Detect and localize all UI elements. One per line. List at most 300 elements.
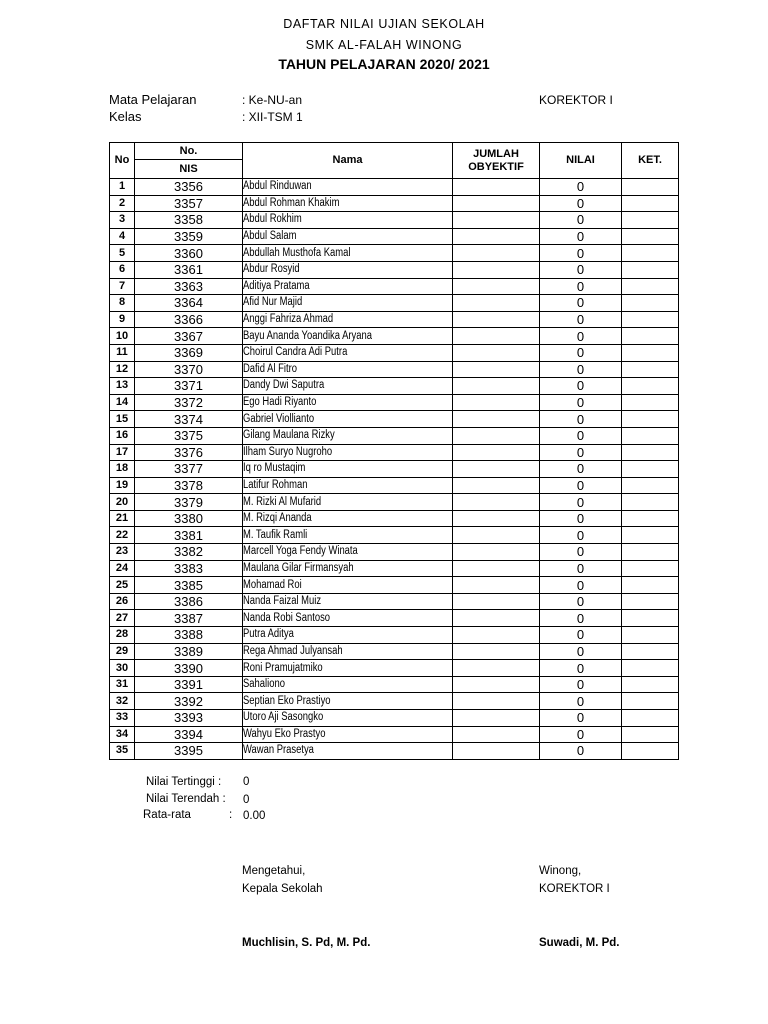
row-ket xyxy=(622,560,679,577)
table-row xyxy=(110,295,679,312)
row-nis: 3378 xyxy=(135,477,243,494)
row-no: 29 xyxy=(110,643,135,660)
row-nama-text: Maulana Gilar Firmansyah xyxy=(243,561,354,574)
row-no: 14 xyxy=(110,394,135,411)
row-nama-text: Gabriel Viollianto xyxy=(243,412,315,425)
row-no: 15 xyxy=(110,411,135,428)
row-ket xyxy=(622,444,679,461)
table-row xyxy=(110,427,679,444)
rata-rata-value: 0.00 xyxy=(243,810,266,822)
kepala-sekolah-name: Muchlisin, S. Pd, M. Pd. xyxy=(242,937,371,949)
row-nis: 3382 xyxy=(135,544,243,561)
row-ket xyxy=(622,643,679,660)
row-ket xyxy=(622,544,679,561)
row-jumlah xyxy=(453,295,540,312)
row-nama-text: Abdul Rinduwan xyxy=(243,180,312,193)
school-name: SMK AL-FALAH WINONG xyxy=(305,38,463,52)
row-nilai: 0 xyxy=(540,726,622,743)
row-no: 27 xyxy=(110,610,135,627)
kelas-value: : XII-TSM 1 xyxy=(242,110,303,124)
row-nama-text: Ego Hadi Riyanto xyxy=(243,396,317,409)
row-no: 2 xyxy=(110,195,135,212)
row-nis: 3358 xyxy=(135,212,243,229)
row-nama xyxy=(243,477,453,494)
row-nama xyxy=(243,361,453,378)
row-nilai: 0 xyxy=(540,743,622,760)
row-nama-text: Dandy Dwi Saputra xyxy=(243,379,325,392)
row-nama xyxy=(243,461,453,478)
row-nis: 3356 xyxy=(135,179,243,196)
kelas-label: Kelas xyxy=(109,109,142,124)
row-no: 24 xyxy=(110,560,135,577)
table-row xyxy=(110,610,679,627)
table-row xyxy=(110,361,679,378)
row-nama xyxy=(243,710,453,727)
row-jumlah xyxy=(453,179,540,196)
row-nilai: 0 xyxy=(540,195,622,212)
table-row xyxy=(110,278,679,295)
table-row xyxy=(110,710,679,727)
row-no: 23 xyxy=(110,544,135,561)
row-nama-text: Abdul Salam xyxy=(243,230,297,243)
row-nis: 3390 xyxy=(135,660,243,677)
row-nilai: 0 xyxy=(540,461,622,478)
row-nama-text: Wahyu Eko Prastyo xyxy=(243,727,326,740)
rata-rata-label: Rata-rata xyxy=(143,809,191,821)
row-ket xyxy=(622,179,679,196)
row-nama xyxy=(243,195,453,212)
row-jumlah xyxy=(453,394,540,411)
nilai-terendah-label: Nilai Terendah : xyxy=(146,793,226,805)
row-nis: 3393 xyxy=(135,710,243,727)
row-ket xyxy=(622,477,679,494)
row-nama xyxy=(243,179,453,196)
row-no: 13 xyxy=(110,378,135,395)
header-ket: KET. xyxy=(622,143,679,179)
table-row xyxy=(110,245,679,262)
row-no: 6 xyxy=(110,261,135,278)
table-row xyxy=(110,560,679,577)
table-row xyxy=(110,261,679,278)
row-nis: 3360 xyxy=(135,245,243,262)
row-nilai: 0 xyxy=(540,179,622,196)
row-ket xyxy=(622,311,679,328)
table-row xyxy=(110,378,679,395)
row-jumlah xyxy=(453,676,540,693)
document-title: DAFTAR NILAI UJIAN SEKOLAH xyxy=(283,17,485,31)
row-nama xyxy=(243,660,453,677)
row-nilai: 0 xyxy=(540,593,622,610)
row-no: 9 xyxy=(110,311,135,328)
row-jumlah xyxy=(453,693,540,710)
row-nama xyxy=(243,378,453,395)
table-row xyxy=(110,344,679,361)
row-no: 20 xyxy=(110,494,135,511)
korektor-name: Suwadi, M. Pd. xyxy=(539,937,620,949)
row-nilai: 0 xyxy=(540,693,622,710)
row-no: 1 xyxy=(110,179,135,196)
table-row xyxy=(110,394,679,411)
row-no: 4 xyxy=(110,228,135,245)
row-jumlah xyxy=(453,643,540,660)
row-ket xyxy=(622,378,679,395)
row-nama-text: Abdul Rohman Khakim xyxy=(243,196,340,209)
row-nis: 3377 xyxy=(135,461,243,478)
row-nama-text: Wawan Prasetya xyxy=(243,744,314,757)
row-jumlah xyxy=(453,311,540,328)
row-ket xyxy=(622,278,679,295)
row-no: 12 xyxy=(110,361,135,378)
row-nama-text: M. Rizki Al Mufarid xyxy=(243,495,322,508)
row-nama-text: Latifur Rohman xyxy=(243,478,308,491)
row-nama-text: Marcell Yoga Fendy Winata xyxy=(243,545,358,558)
row-ket xyxy=(622,610,679,627)
row-jumlah xyxy=(453,510,540,527)
row-no: 35 xyxy=(110,743,135,760)
row-no: 7 xyxy=(110,278,135,295)
row-no: 32 xyxy=(110,693,135,710)
table-row xyxy=(110,726,679,743)
row-nama-text: Utoro Aji Sasongko xyxy=(243,711,324,724)
row-nilai: 0 xyxy=(540,560,622,577)
row-jumlah xyxy=(453,427,540,444)
row-ket xyxy=(622,361,679,378)
header-jumlah-obyektif xyxy=(453,143,540,179)
table-row xyxy=(110,228,679,245)
row-nis: 3383 xyxy=(135,560,243,577)
row-ket xyxy=(622,195,679,212)
row-no: 3 xyxy=(110,212,135,229)
table-body xyxy=(110,179,679,760)
row-nilai: 0 xyxy=(540,245,622,262)
row-nis: 3392 xyxy=(135,693,243,710)
place-text: Winong, xyxy=(539,865,582,877)
row-jumlah xyxy=(453,444,540,461)
table-row xyxy=(110,444,679,461)
row-nilai: 0 xyxy=(540,228,622,245)
row-nis: 3359 xyxy=(135,228,243,245)
row-ket xyxy=(622,510,679,527)
header-obyektif: OBYEKTIF xyxy=(468,160,524,173)
row-nis: 3388 xyxy=(135,627,243,644)
row-ket xyxy=(622,693,679,710)
row-nis: 3372 xyxy=(135,394,243,411)
row-nama-text: Nanda Faizal Muiz xyxy=(243,595,322,608)
row-nilai: 0 xyxy=(540,627,622,644)
row-ket xyxy=(622,593,679,610)
row-nama xyxy=(243,560,453,577)
row-nama-text: Aditiya Pratama xyxy=(243,279,310,292)
row-no: 16 xyxy=(110,427,135,444)
table-row xyxy=(110,494,679,511)
row-jumlah xyxy=(453,344,540,361)
row-ket xyxy=(622,660,679,677)
row-nama-text: Anggi Fahriza Ahmad xyxy=(243,313,334,326)
row-ket xyxy=(622,411,679,428)
academic-year: TAHUN PELAJARAN 2020/ 2021 xyxy=(278,56,490,72)
row-jumlah xyxy=(453,627,540,644)
row-jumlah xyxy=(453,743,540,760)
row-nilai: 0 xyxy=(540,710,622,727)
row-nama-text: Abdul Rokhim xyxy=(243,213,302,226)
row-no: 26 xyxy=(110,593,135,610)
row-nama xyxy=(243,593,453,610)
row-ket xyxy=(622,295,679,312)
korektor-title: KOREKTOR I xyxy=(539,883,610,895)
table-row xyxy=(110,593,679,610)
table-row xyxy=(110,660,679,677)
mengetahui-text: Mengetahui, xyxy=(242,865,306,877)
row-nama-text: Mohamad Roi xyxy=(243,578,302,591)
row-no: 25 xyxy=(110,577,135,594)
row-no: 8 xyxy=(110,295,135,312)
row-nis: 3380 xyxy=(135,510,243,527)
row-nama-text: M. Taufik Ramli xyxy=(243,528,308,541)
row-nis: 3391 xyxy=(135,676,243,693)
row-ket xyxy=(622,245,679,262)
row-nis: 3389 xyxy=(135,643,243,660)
row-ket xyxy=(622,494,679,511)
row-nilai: 0 xyxy=(540,676,622,693)
table-row xyxy=(110,328,679,345)
row-nis: 3357 xyxy=(135,195,243,212)
row-nis: 3367 xyxy=(135,328,243,345)
row-nama-text: Iq ro Mustaqim xyxy=(243,462,306,475)
row-nama xyxy=(243,212,453,229)
row-nama-text: Roni Pramujatmiko xyxy=(243,661,323,674)
grades-table xyxy=(109,142,679,760)
row-no: 17 xyxy=(110,444,135,461)
header-no: No xyxy=(110,143,135,179)
row-nilai: 0 xyxy=(540,361,622,378)
kepala-sekolah-title: Kepala Sekolah xyxy=(242,883,323,895)
row-nilai: 0 xyxy=(540,494,622,511)
row-jumlah xyxy=(453,378,540,395)
row-jumlah xyxy=(453,577,540,594)
row-nilai: 0 xyxy=(540,544,622,561)
row-no: 19 xyxy=(110,477,135,494)
row-ket xyxy=(622,394,679,411)
row-nilai: 0 xyxy=(540,344,622,361)
row-nis: 3386 xyxy=(135,593,243,610)
row-ket xyxy=(622,344,679,361)
row-jumlah xyxy=(453,461,540,478)
row-ket xyxy=(622,577,679,594)
row-jumlah xyxy=(453,477,540,494)
row-nama xyxy=(243,510,453,527)
row-nama xyxy=(243,610,453,627)
table-row xyxy=(110,676,679,693)
row-nis: 3381 xyxy=(135,527,243,544)
row-no: 11 xyxy=(110,344,135,361)
row-nilai: 0 xyxy=(540,510,622,527)
table-row xyxy=(110,577,679,594)
row-nilai: 0 xyxy=(540,427,622,444)
row-nis: 3387 xyxy=(135,610,243,627)
row-nama xyxy=(243,577,453,594)
row-nama xyxy=(243,245,453,262)
row-nis: 3361 xyxy=(135,261,243,278)
table-row xyxy=(110,311,679,328)
row-jumlah xyxy=(453,328,540,345)
row-nama xyxy=(243,411,453,428)
mapel-label: Mata Pelajaran xyxy=(109,92,197,107)
row-ket xyxy=(622,212,679,229)
table-row xyxy=(110,179,679,196)
row-ket xyxy=(622,676,679,693)
rata-rata-colon: : xyxy=(229,809,233,821)
row-nama-text: Abdur Rosyid xyxy=(243,263,300,276)
row-jumlah xyxy=(453,544,540,561)
row-nis: 3375 xyxy=(135,427,243,444)
row-nilai: 0 xyxy=(540,577,622,594)
row-nama xyxy=(243,261,453,278)
row-nama xyxy=(243,344,453,361)
row-ket xyxy=(622,627,679,644)
row-nama-text: Dafid Al Fitro xyxy=(243,362,297,375)
row-ket xyxy=(622,527,679,544)
table-row xyxy=(110,212,679,229)
row-nama-text: Gilang Maulana Rizky xyxy=(243,429,335,442)
row-jumlah xyxy=(453,261,540,278)
row-ket xyxy=(622,328,679,345)
row-nis: 3364 xyxy=(135,295,243,312)
row-nilai: 0 xyxy=(540,643,622,660)
row-nama xyxy=(243,228,453,245)
row-nama xyxy=(243,527,453,544)
row-nilai: 0 xyxy=(540,527,622,544)
row-nilai: 0 xyxy=(540,212,622,229)
row-nama xyxy=(243,726,453,743)
row-jumlah xyxy=(453,527,540,544)
row-nama-text: Putra Aditya xyxy=(243,628,294,641)
row-jumlah xyxy=(453,494,540,511)
row-nama xyxy=(243,328,453,345)
row-nama xyxy=(243,627,453,644)
row-nis: 3371 xyxy=(135,378,243,395)
row-nilai: 0 xyxy=(540,610,622,627)
row-jumlah xyxy=(453,361,540,378)
table-row xyxy=(110,693,679,710)
row-jumlah xyxy=(453,593,540,610)
nilai-terendah-value: 0 xyxy=(243,794,250,806)
row-nis: 3363 xyxy=(135,278,243,295)
row-ket xyxy=(622,710,679,727)
row-nis: 3376 xyxy=(135,444,243,461)
row-nama xyxy=(243,311,453,328)
row-nis: 3385 xyxy=(135,577,243,594)
row-nama-text: M. Rizqi Ananda xyxy=(243,512,312,525)
row-no: 30 xyxy=(110,660,135,677)
header-nilai: NILAI xyxy=(540,143,622,179)
row-jumlah xyxy=(453,228,540,245)
row-jumlah xyxy=(453,726,540,743)
row-ket xyxy=(622,461,679,478)
row-no: 28 xyxy=(110,627,135,644)
row-nis: 3370 xyxy=(135,361,243,378)
row-ket xyxy=(622,427,679,444)
row-nis: 3394 xyxy=(135,726,243,743)
row-nilai: 0 xyxy=(540,378,622,395)
row-nis: 3395 xyxy=(135,743,243,760)
row-jumlah xyxy=(453,710,540,727)
row-jumlah xyxy=(453,278,540,295)
row-nama xyxy=(243,444,453,461)
row-ket xyxy=(622,726,679,743)
row-jumlah xyxy=(453,411,540,428)
row-nis: 3366 xyxy=(135,311,243,328)
header-jumlah: JUMLAH xyxy=(473,147,519,160)
header-no-dot: No. xyxy=(135,143,243,160)
row-jumlah xyxy=(453,610,540,627)
row-nis: 3369 xyxy=(135,344,243,361)
row-nis: 3379 xyxy=(135,494,243,511)
row-nilai: 0 xyxy=(540,328,622,345)
row-no: 33 xyxy=(110,710,135,727)
row-nama xyxy=(243,676,453,693)
row-nama-text: Sahaliono xyxy=(243,678,285,691)
row-nama-text: Ilham Suryo Nugroho xyxy=(243,445,333,458)
row-nilai: 0 xyxy=(540,278,622,295)
row-nama xyxy=(243,295,453,312)
row-no: 10 xyxy=(110,328,135,345)
header-nama: Nama xyxy=(243,143,453,179)
row-nilai: 0 xyxy=(540,295,622,312)
row-jumlah xyxy=(453,195,540,212)
row-nilai: 0 xyxy=(540,394,622,411)
table-row xyxy=(110,527,679,544)
row-no: 31 xyxy=(110,676,135,693)
row-nama xyxy=(243,643,453,660)
row-jumlah xyxy=(453,212,540,229)
row-no: 5 xyxy=(110,245,135,262)
table-row xyxy=(110,411,679,428)
row-ket xyxy=(622,228,679,245)
row-ket xyxy=(622,743,679,760)
row-no: 34 xyxy=(110,726,135,743)
mapel-value: : Ke-NU-an xyxy=(242,93,303,107)
row-nama-text: Rega Ahmad Julyansah xyxy=(243,644,343,657)
row-nilai: 0 xyxy=(540,311,622,328)
row-nama-text: Abdullah Musthofa Kamal xyxy=(243,246,351,259)
table-row xyxy=(110,544,679,561)
nilai-tertinggi-label: Nilai Tertinggi : xyxy=(146,776,222,788)
row-nilai: 0 xyxy=(540,411,622,428)
row-nama xyxy=(243,278,453,295)
row-ket xyxy=(622,261,679,278)
row-jumlah xyxy=(453,660,540,677)
row-nilai: 0 xyxy=(540,477,622,494)
row-nama-text: Septian Eko Prastiyo xyxy=(243,694,331,707)
table-row xyxy=(110,743,679,760)
row-nama xyxy=(243,494,453,511)
row-nama xyxy=(243,743,453,760)
table-row xyxy=(110,643,679,660)
row-nilai: 0 xyxy=(540,660,622,677)
row-nama-text: Afid Nur Majid xyxy=(243,296,303,309)
table-row xyxy=(110,627,679,644)
row-nama-text: Bayu Ananda Yoandika Aryana xyxy=(243,329,372,342)
row-nama xyxy=(243,544,453,561)
row-nilai: 0 xyxy=(540,261,622,278)
row-nama-text: Nanda Robi Santoso xyxy=(243,611,331,624)
row-nilai: 0 xyxy=(540,444,622,461)
row-no: 21 xyxy=(110,510,135,527)
row-no: 18 xyxy=(110,461,135,478)
row-nama-text: Choirul Candra Adi Putra xyxy=(243,346,348,359)
table-row xyxy=(110,510,679,527)
row-nis: 3374 xyxy=(135,411,243,428)
